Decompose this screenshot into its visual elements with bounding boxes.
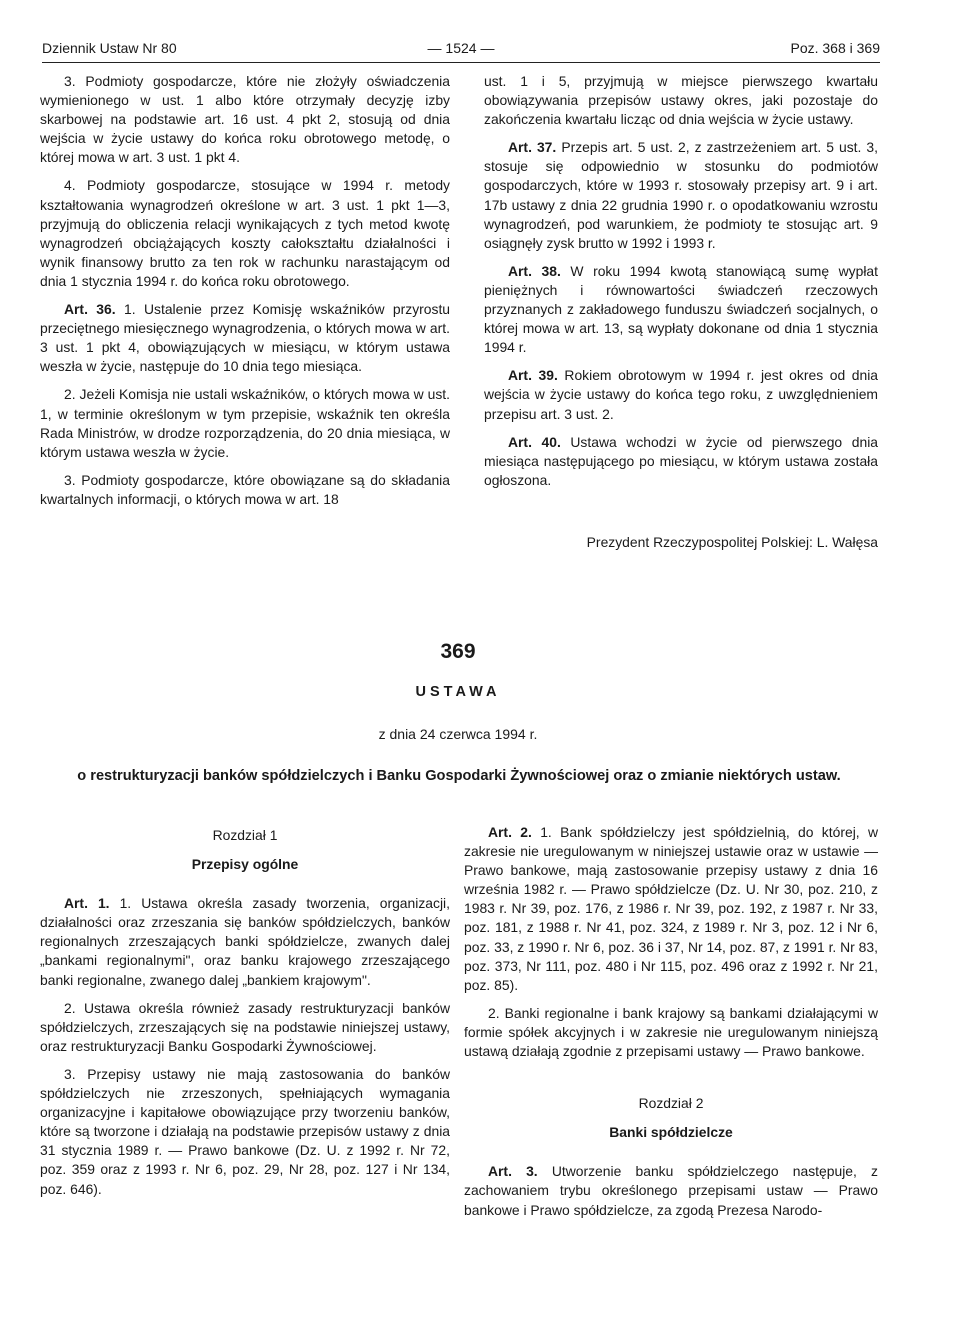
article-39 [484,366,878,423]
paragraph: 2. Jeżeli Komisja nie ustali wskaźników, o których mowa w ust. 1, w terminie określonym w tym przepisie, wskaźnik ten określa Rada Ministrów, w drodze rozporządzenia, do 20 dnia miesiąca, w którym ustawa weszła w życie. [40,386,450,460]
article-label: Art. 38. [508,262,561,279]
article-label: Art. 37. [508,139,557,156]
paragraph: 2. Banki regionalne i bank krajowy są bankami działającymi w formie spółek akcyjnych i w zakresie nie uregulowanym niniejszą ustawą działają zgodnie z przepisami ustawy — Prawo bankowe. [464,1004,878,1060]
paragraph: ust. 1 i 5, przyjmują w miejsce pierwszego kwartału obowiązywania przepisów ustawy okres, jaki pozostaje do zakończenia kwartału licząc od dnia wejścia w życie ustawy. [484,73,878,128]
article-text: Utworzenie banku spółdzielczego następuje, z zachowaniem trybu określonego przepisami ustaw — Prawo bankowe i Prawo spółdzielcze, za zgodą Prezesa Narodo- [464,1163,878,1218]
header-divider [42,62,880,63]
page-number: — 1524 — [427,40,495,56]
article-sub-number: 1. [124,301,136,318]
paragraph: 3. Podmioty gospodarcze, które obowiązane są do składania kwartalnych informacji, o których mowa w art. 18 [40,471,450,507]
position-reference: Poz. 368 i 369 [790,40,880,56]
article-3 [464,1162,878,1219]
article-text: Przepis art. 5 ust. 2, z zastrzeżeniem art. 5 ust. 3, stosuje się odpowiednio w stosunku do podmiotów gospodarczych, które w 1993 r. stosowały przepisy art. 9 i art. 17b ustawy z dnia 22 grudnia 1990 r. o opodatkowaniu wzrostu wynagrodzeń, pod warunkiem, że podmioty te stosując art. 9 osiągnęły zysk brutto w 1992 i 1993 r. [484,139,879,251]
article-text: W roku 1994 kwotą stanowiącą sumę wypłat pieniężnych i równowartości świadczeń rzeczowych przyznanych z zakładowego funduszu świadczeń socjalnych, o której mowa w art. 13, są wypłaty dokonane od dnia 1 stycznia 1994 r. [484,262,879,356]
act-type: USTAWA [415,684,501,700]
paragraph: 3. Podmioty gospodarcze, które nie złożyły oświadczenia wymienionego w ust. 1 albo które otrzymały decyzję izby skarbowej na podstawie art. 16 ust. 4 pkt 2, stosują od dnia wejścia w życie ustawy do końca roku obrotowego metodę, o której mowa w art. 3 ust. 1 pkt 4. [40,73,450,166]
article-1-paragraph-1 [40,894,450,989]
article-2-paragraph-1 [464,823,878,995]
article-text: Ustalenie przez Komisję wskaźników przyrostu przeciętnego miesięcznego wynagrodzenia, o których mowa w art. 3 ust. 1 pkt 4, obowiązujących w miesiącu, w którym ustawa weszła w życie, następuje do 10 dnia tego miesiąca. [40,301,451,375]
article-text: 1. Ustawa określa zasady tworzenia, organizacji, działalności oraz zrzeszania się banków spółdzielczych, banków regionalnych zrzeszających banki spółdzielcze, zwanych dalej „bankami regionalnymi", oraz banku krajowego zrzeszającego banki regionalne, zwanego dalej „bankiem krajowym". [40,895,450,988]
article-text: Ustawa wchodzi w życie od pierwszego dnia miesiąca następującego po miesiącu, w którym ustawa została ogłoszona. [484,433,879,488]
paragraph: 4. Podmioty gospodarcze, stosujące w 1994 r. metody kształtowania wynagrodzeń określone w art. 3 ust. 1 pkt 1—3, przyjmują do obliczenia relacji wynikających z tych metod kwotę wynagrodzeń obciążających koszty całokształtu działalności i wynik finansowy brutto za ten rok w rachunku narastającym od dnia 1 stycznia 1994 r. do końca roku obrotowego. [40,177,450,289]
article-40 [484,433,878,490]
chapter-title: Banki spółdzielcze [609,1124,733,1141]
act-left-column [40,823,450,1208]
act-number: 369 [440,640,476,663]
article-label: Art. 36. [64,301,116,318]
chapter-number: Rozdział 2 [638,1095,704,1112]
article-label: Art. 2. [488,824,532,840]
article-text: Rokiem obrotowym w 1994 r. jest okres od dnia wejścia w życie ustawy do końca tego roku, z uwzględnieniem przepisu art. 3 ust. 2. [484,367,879,422]
act-date: z dnia 24 czerwca 1994 r. [378,726,538,742]
signature: Prezydent Rzeczypospolitej Polskiej: L. Wałęsa [586,534,878,550]
journal-name: Dziennik Ustaw Nr 80 [42,40,177,56]
article-label: Art. 1. [64,895,110,912]
prev-act-left-column [40,72,450,518]
article-37 [484,138,878,253]
paragraph: 2. Ustawa określa również zasady restrukturyzacji banków spółdzielczych, zrzeszających się na podstawie niniejszej ustawy, oraz restrukturyzacji Banku Gospodarki Żywnościowej. [40,999,450,1054]
article-label: Art. 40. [508,433,561,450]
page-header [42,40,880,62]
section-spacer [464,1070,878,1094]
article-label: Art. 3. [488,1163,538,1180]
prev-act-right-column [484,72,878,499]
article-text: 1. Bank spółdzielczy jest spółdzielnią, do której, w zakresie nie uregulowanym w niniejszej ustawie oraz w ustawie — Prawo bankowe, mają zastosowanie przepisy ustawy z dnia 16 września 1982 r. — Prawo spółdzielcze (Dz. U. Nr 30, poz. 210, z 1983 r. Nr 39, poz. 176, z 1986 r. Nr 39, poz. 192, z 1987 r. Nr 33, poz. 181, z 1988 r. Nr 41, poz. 324, z 1989 r. Nr 3, poz. 12 i Nr 6, poz. 33, z 1990 r. Nr 6, poz. 36 i 37, Nr 14, poz. 87, z 1991 r. Nr 83, poz. 373, Nr 111, poz. 480 i Nr 115, poz. 496 oraz z 1992 r. Nr 21, poz. 85). [464,824,878,993]
act-title: o restrukturyzacji banków spółdzielczych i Banku Gospodarki Żywnościowej oraz o zmianie niektórych ustaw. [77,768,841,784]
chapter-number: Rozdział 1 [212,827,278,843]
chapter-title: Przepisy ogólne [191,856,299,873]
article-label: Art. 39. [508,367,558,384]
article-38 [484,262,878,357]
act-right-column [464,823,878,1229]
paragraph: 3. Przepisy ustawy nie mają zastosowania do banków spółdzielczych nie zrzeszonych, spełniających wymagania organizacyjne i kapitałowe obowiązujące przy tworzeniu banków, które są tworzone i działają na podstawie przepisów ustawy z dnia 31 stycznia 1989 r. — Prawo bankowe (Dz. U. z 1992 r. Nr 72, poz. 359 oraz z 1993 r. Nr 6, poz. 29, Nr 28, poz. 127 i Nr 134, poz. 646). [40,1065,450,1197]
article-36-paragraph-1 [40,300,450,376]
